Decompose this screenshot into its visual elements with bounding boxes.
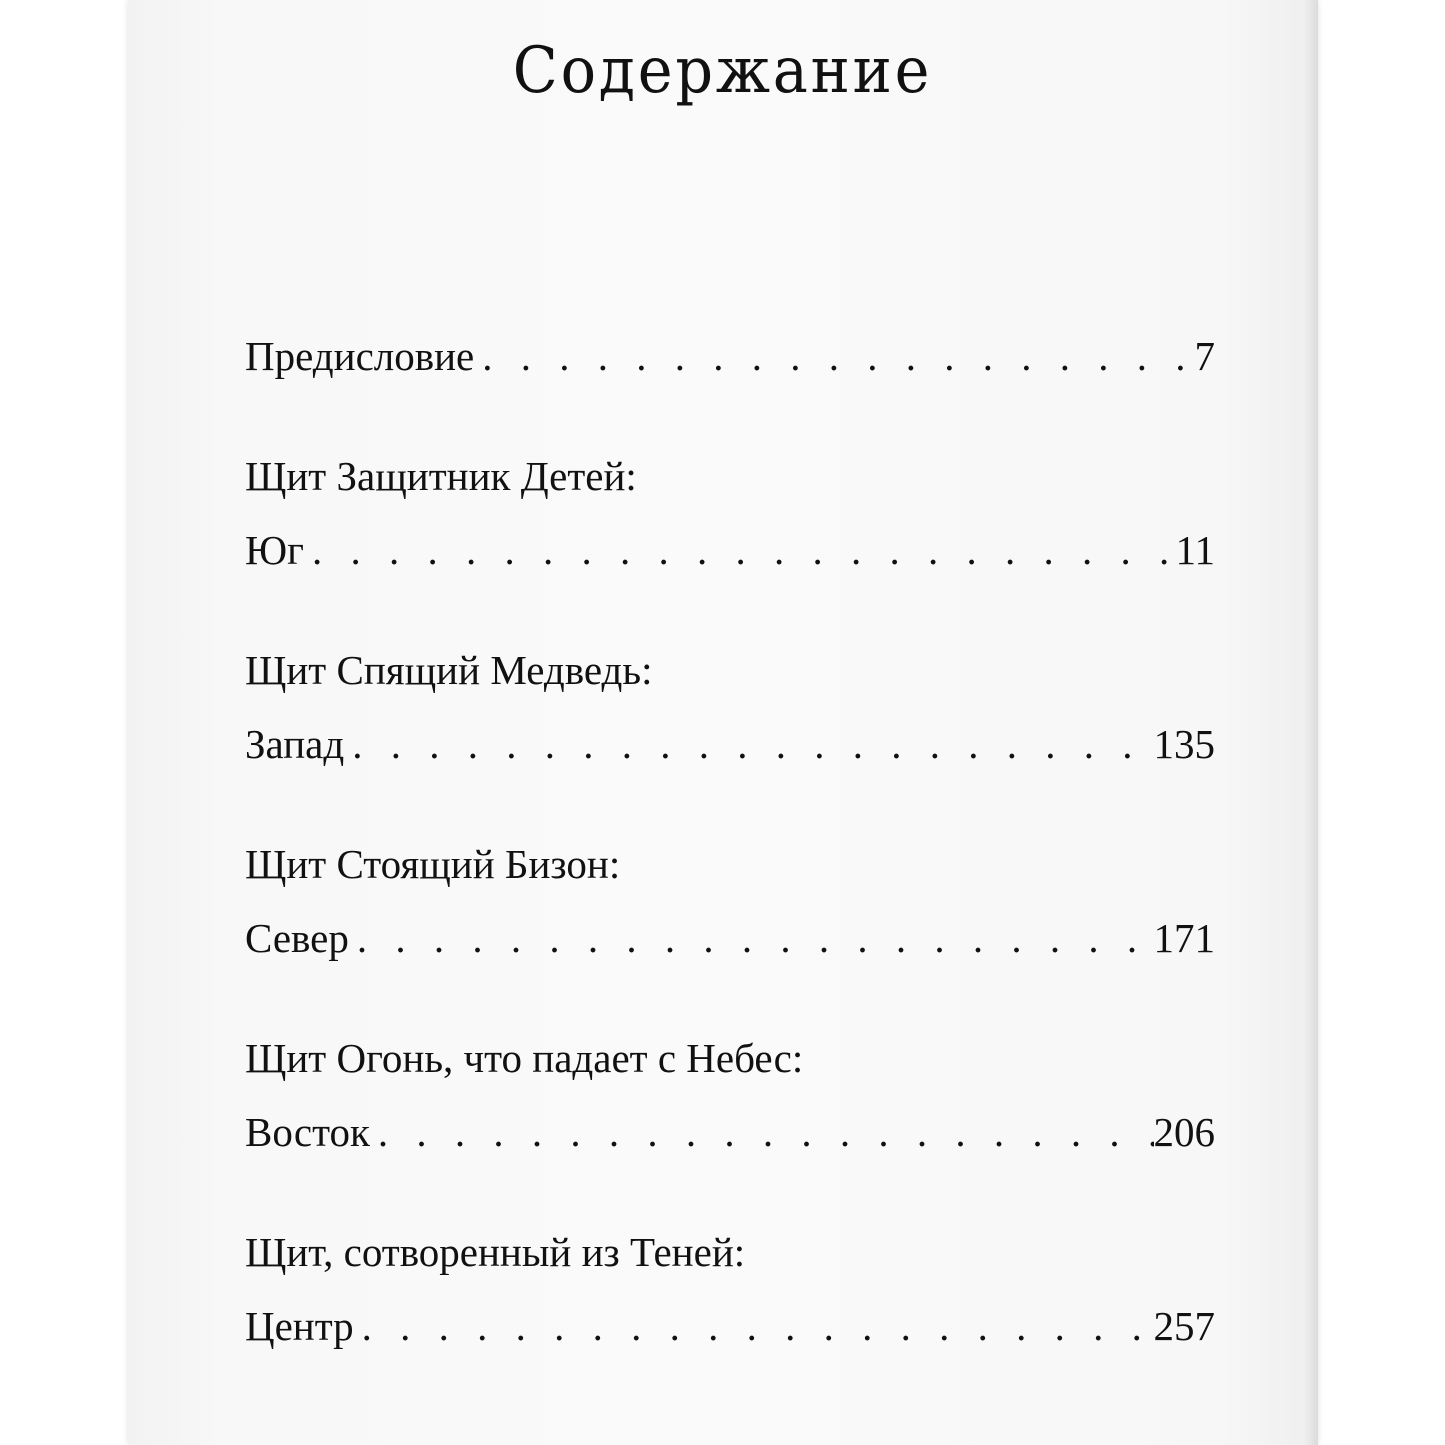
toc-line <box>245 332 1215 390</box>
toc-entry <box>245 452 1215 584</box>
toc-entry <box>245 840 1215 972</box>
toc-label: Юг <box>245 527 304 573</box>
toc-heading: Щит Стоящий Бизон: <box>245 841 621 887</box>
toc-label: Восток <box>245 1109 370 1155</box>
page-title: Содержание <box>512 34 933 108</box>
toc-label: Запад <box>245 721 345 767</box>
toc-page-number: 257 <box>1153 1303 1215 1349</box>
toc-page-number: 135 <box>1153 721 1215 767</box>
toc-page-number: 171 <box>1153 915 1215 961</box>
dot-leader <box>344 720 1153 768</box>
toc-page-number: 206 <box>1153 1109 1215 1155</box>
dot-leader <box>349 914 1154 962</box>
toc-entry <box>245 332 1215 390</box>
toc-label: Север <box>245 915 349 961</box>
toc-heading: Щит, сотворенный из Теней: <box>245 1229 746 1275</box>
toc-entry <box>245 646 1215 778</box>
toc-label: Центр <box>245 1303 354 1349</box>
dot-leader <box>474 332 1194 380</box>
toc-heading: Щит Защитник Детей: <box>245 453 637 499</box>
toc-line <box>245 720 1215 778</box>
dot-leader <box>354 1302 1154 1350</box>
toc-page-number: 11 <box>1175 527 1215 573</box>
toc-label: Предисловие <box>245 333 475 379</box>
toc-page-number: 7 <box>1194 333 1215 379</box>
toc-heading: Щит Спящий Медведь: <box>245 647 653 693</box>
dot-leader <box>370 1108 1154 1156</box>
toc-line <box>245 1108 1215 1166</box>
toc-line <box>245 1302 1215 1360</box>
table-of-contents <box>245 332 1215 1422</box>
toc-heading: Щит Огонь, что падает с Небес: <box>245 1035 804 1081</box>
toc-line <box>245 526 1215 584</box>
toc-entry <box>245 1034 1215 1166</box>
dot-leader <box>304 526 1176 574</box>
toc-entry <box>245 1228 1215 1360</box>
toc-line <box>245 914 1215 972</box>
